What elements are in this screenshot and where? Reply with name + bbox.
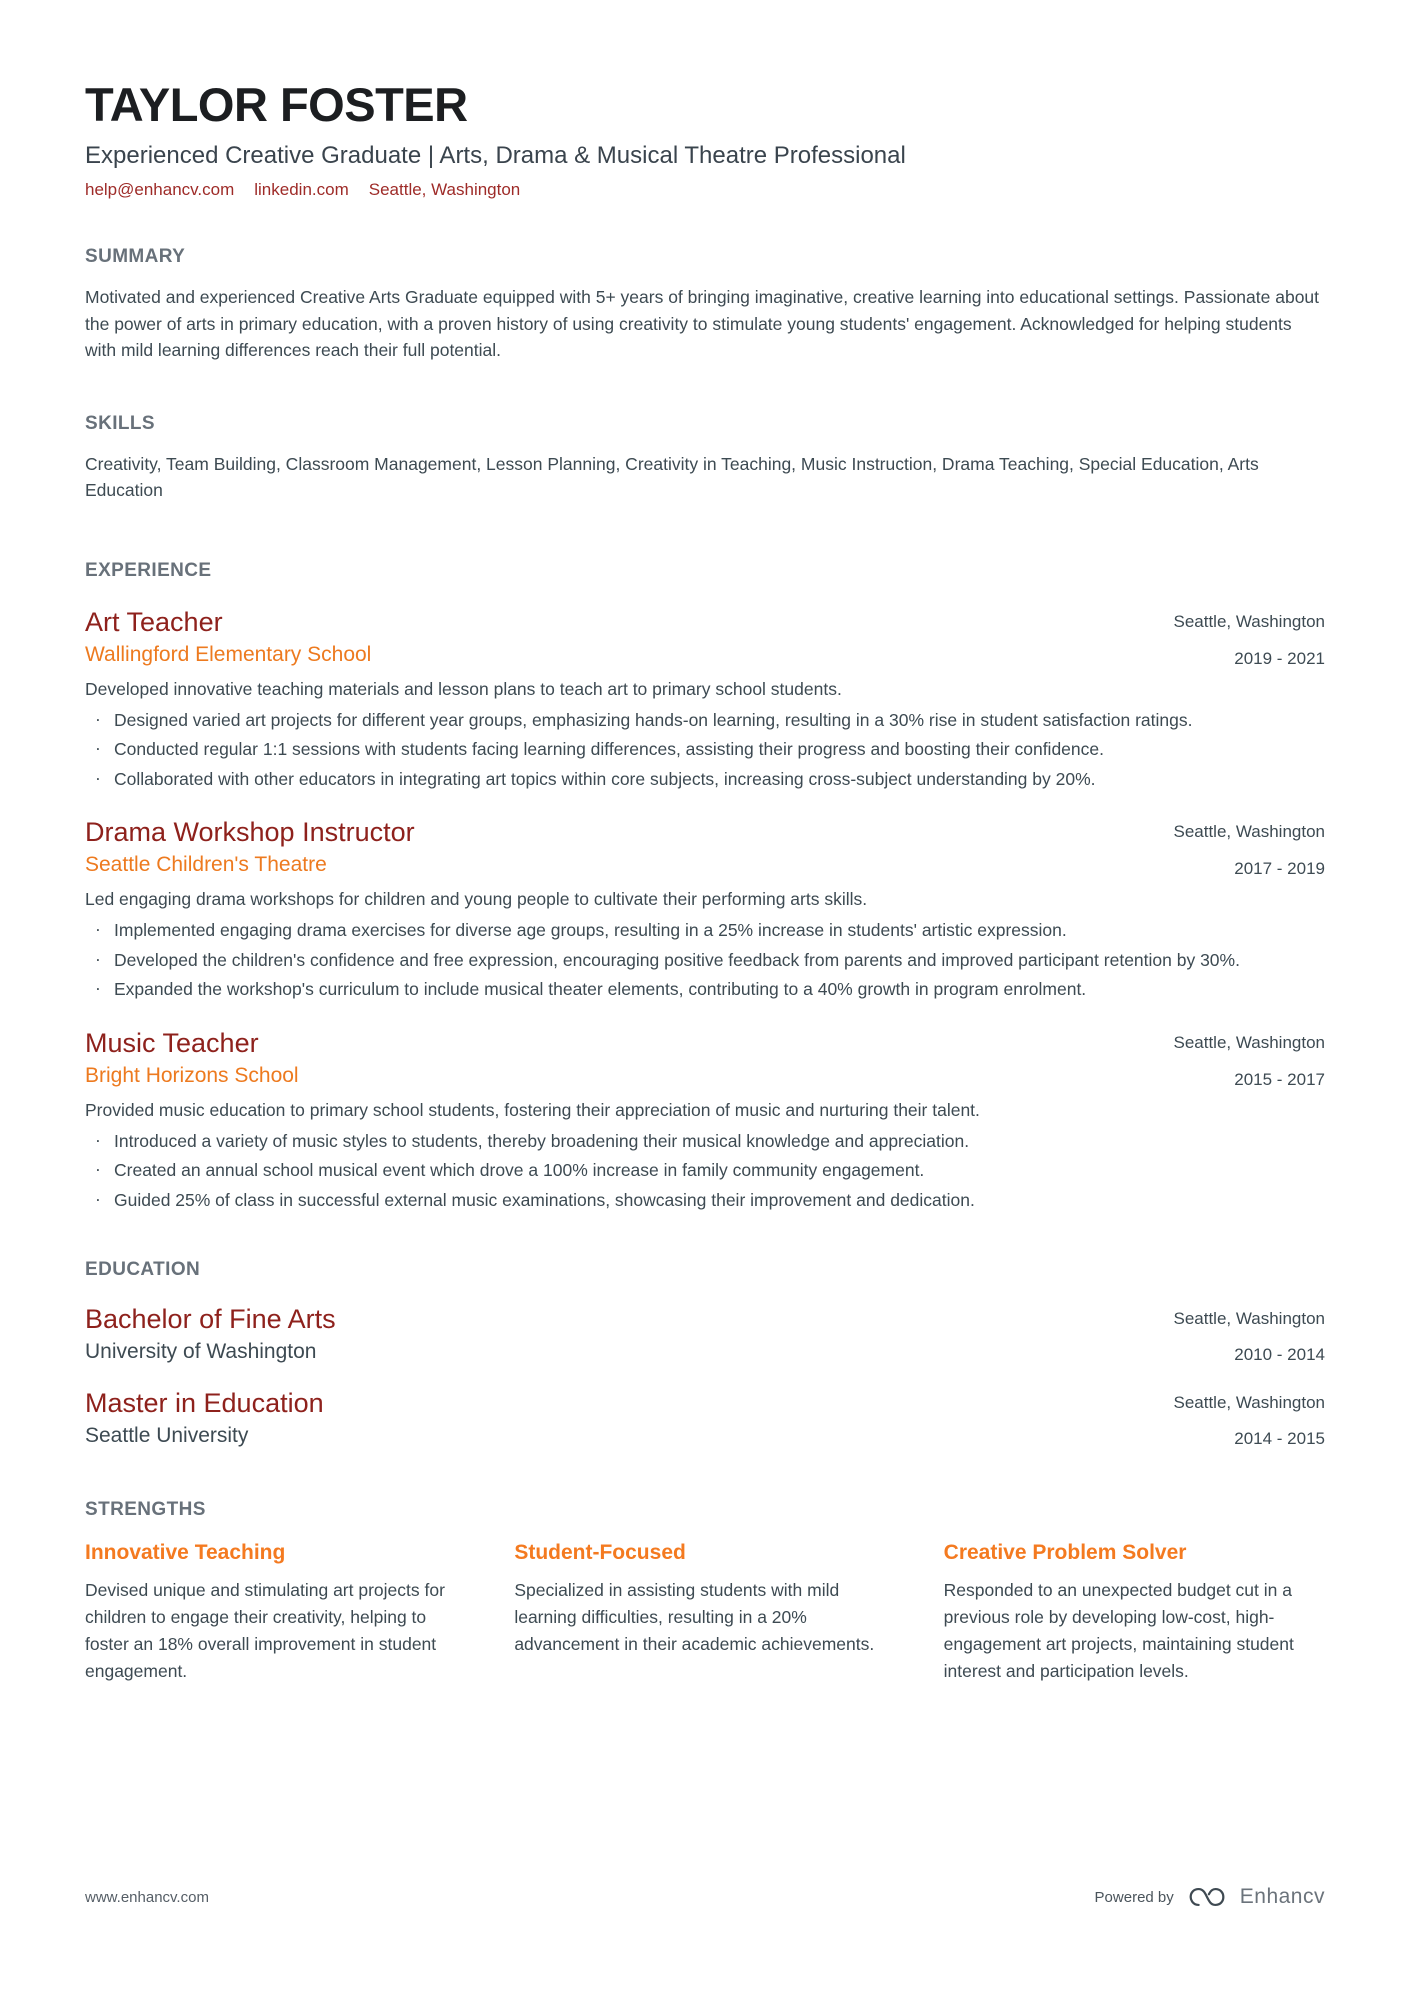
degree-location: Seattle, Washington xyxy=(1173,1309,1325,1329)
strengths-grid xyxy=(85,1541,1325,1686)
degree-school: Seattle University xyxy=(85,1424,249,1448)
job-header xyxy=(85,606,1325,669)
strength-card xyxy=(944,1541,1325,1686)
job-entry xyxy=(85,816,1325,1003)
job-title: Drama Workshop Instructor xyxy=(85,817,415,848)
job-header xyxy=(85,816,1325,879)
degree-entry xyxy=(85,1303,1325,1365)
job-bullet-list xyxy=(85,1129,1325,1213)
job-entry xyxy=(85,606,1325,793)
job-dates: 2017 - 2019 xyxy=(1234,859,1325,879)
summary-text: Motivated and experienced Creative Arts Graduate equipped with 5+ years of bringing imaginative, creative learning into educational settings. Passionate about the power of arts in primary education, with a proven history of using creativity to stimulate young students' engagement. Acknowledged for helping students with mild learning differences reach their full potential. xyxy=(85,287,1320,360)
job-bullet-list xyxy=(85,708,1325,792)
strength-title: Student-Focused xyxy=(514,1541,686,1565)
skills-heading: SKILLS xyxy=(85,413,155,435)
job-title-block xyxy=(85,606,371,669)
job-description: Led engaging drama workshops for children and young people to cultivate their performing arts skills. xyxy=(85,889,868,910)
experience-section xyxy=(85,560,1325,1214)
brand-name: Enhancv xyxy=(1239,1885,1325,1908)
bullet-item: · Implemented engaging drama exercises for diverse age groups, resulting in a 25% increase in students' artistic expression. xyxy=(85,918,1325,943)
summary-section xyxy=(85,246,1325,363)
enhancv-logo-icon xyxy=(1186,1883,1228,1911)
bullet-item: · Designed varied art projects for different year groups, emphasizing hands-on learning, resulting in a 30% rise in student satisfaction ratings. xyxy=(85,708,1325,733)
job-meta xyxy=(1173,606,1325,669)
experience-heading: EXPERIENCE xyxy=(85,559,212,581)
job-bullet-list xyxy=(85,918,1325,1002)
job-location: Seattle, Washington xyxy=(1173,611,1325,631)
degree-meta xyxy=(1173,1303,1325,1365)
degree-title-block xyxy=(85,1303,336,1364)
strength-card xyxy=(514,1541,895,1686)
bullet-item: · Guided 25% of class in successful external music examinations, showcasing their improvement and dedication. xyxy=(85,1188,1325,1213)
location-text: Seattle, Washington xyxy=(368,180,521,200)
skills-text: Creativity, Team Building, Classroom Management, Lesson Planning, Creativity in Teaching, Music Instruction, Drama Teaching, Special Education, Arts Education xyxy=(85,454,1259,501)
degree-title: Bachelor of Fine Arts xyxy=(85,1304,336,1335)
page-footer xyxy=(85,1883,1325,1911)
degree-school: University of Washington xyxy=(85,1340,317,1364)
degree-title: Master in Education xyxy=(85,1388,324,1419)
education-heading: EDUCATION xyxy=(85,1259,201,1281)
powered-by-label: Powered by xyxy=(1094,1888,1174,1906)
job-title-block xyxy=(85,816,415,879)
job-entry xyxy=(85,1027,1325,1214)
person-name: TAYLOR FOSTER xyxy=(85,78,468,131)
strength-card xyxy=(85,1541,466,1686)
degree-dates: 2010 - 2014 xyxy=(1234,1345,1325,1365)
bullet-item: · Collaborated with other educators in integrating art topics within core subjects, increasing cross-subject understanding by 20%. xyxy=(85,767,1325,792)
skills-section xyxy=(85,413,1325,504)
job-location: Seattle, Washington xyxy=(1173,1032,1325,1052)
strength-text: Specialized in assisting students with mild learning difficulties, resulting in a 20% advancement in their academic achievements. xyxy=(514,1580,875,1655)
bullet-item: · Created an annual school musical event which drove a 100% increase in family community engagement. xyxy=(85,1158,1325,1183)
linkedin-link[interactable]: linkedin.com xyxy=(254,180,349,200)
strength-title: Innovative Teaching xyxy=(85,1541,286,1565)
contact-row xyxy=(85,180,1325,200)
strength-title: Creative Problem Solver xyxy=(943,1541,1187,1565)
degree-meta xyxy=(1173,1387,1325,1449)
job-meta xyxy=(1173,1027,1325,1090)
job-title-block xyxy=(85,1027,299,1090)
bullet-item: · Conducted regular 1:1 sessions with students facing learning differences, assisting their progress and boosting their confidence. xyxy=(85,737,1325,762)
job-company: Bright Horizons School xyxy=(85,1063,299,1087)
strength-text: Responded to an unexpected budget cut in a previous role by developing low-cost, high-engagement art projects, maintaining student interest and participation levels. xyxy=(943,1580,1294,1682)
job-location: Seattle, Washington xyxy=(1173,822,1325,842)
job-company: Wallingford Elementary School xyxy=(85,642,372,666)
degree-location: Seattle, Washington xyxy=(1173,1393,1325,1413)
job-title: Art Teacher xyxy=(85,606,223,637)
footer-website-link[interactable]: www.enhancv.com xyxy=(85,1888,209,1906)
education-section xyxy=(85,1259,1325,1449)
headline: Experienced Creative Graduate | Arts, Drama & Musical Theatre Professional xyxy=(85,142,906,170)
job-company: Seattle Children's Theatre xyxy=(85,853,327,877)
strengths-section xyxy=(85,1499,1325,1686)
summary-heading: SUMMARY xyxy=(85,246,186,268)
job-dates: 2015 - 2017 xyxy=(1234,1069,1325,1089)
degree-title-block xyxy=(85,1387,324,1448)
resume-header xyxy=(85,80,1325,200)
bullet-item: · Developed the children's confidence and free expression, encouraging positive feedback from parents and improved participant retention by 30%. xyxy=(85,948,1325,973)
job-description: Developed innovative teaching materials and lesson plans to teach art to primary school students. xyxy=(85,678,842,699)
strengths-heading: STRENGTHS xyxy=(85,1499,206,1521)
email-link[interactable]: help@enhancv.com xyxy=(85,180,235,200)
job-header xyxy=(85,1027,1325,1090)
degree-header xyxy=(85,1387,1325,1449)
job-description: Provided music education to primary school students, fostering their appreciation of music and nurturing their talent. xyxy=(85,1099,980,1120)
job-dates: 2019 - 2021 xyxy=(1234,648,1325,668)
degree-entry xyxy=(85,1387,1325,1449)
degree-header xyxy=(85,1303,1325,1365)
degree-dates: 2014 - 2015 xyxy=(1234,1429,1325,1449)
footer-brand-block xyxy=(1095,1883,1325,1911)
job-title: Music Teacher xyxy=(85,1027,259,1058)
bullet-item: · Expanded the workshop's curriculum to include musical theater elements, contributing to a 40% growth in program enrolment. xyxy=(85,977,1325,1002)
bullet-item: · Introduced a variety of music styles to students, thereby broadening their musical knowledge and appreciation. xyxy=(85,1129,1325,1154)
strength-text: Devised unique and stimulating art projects for children to engage their creativity, helping to foster an 18% overall improvement in student engagement. xyxy=(85,1580,445,1682)
job-meta xyxy=(1173,816,1325,879)
